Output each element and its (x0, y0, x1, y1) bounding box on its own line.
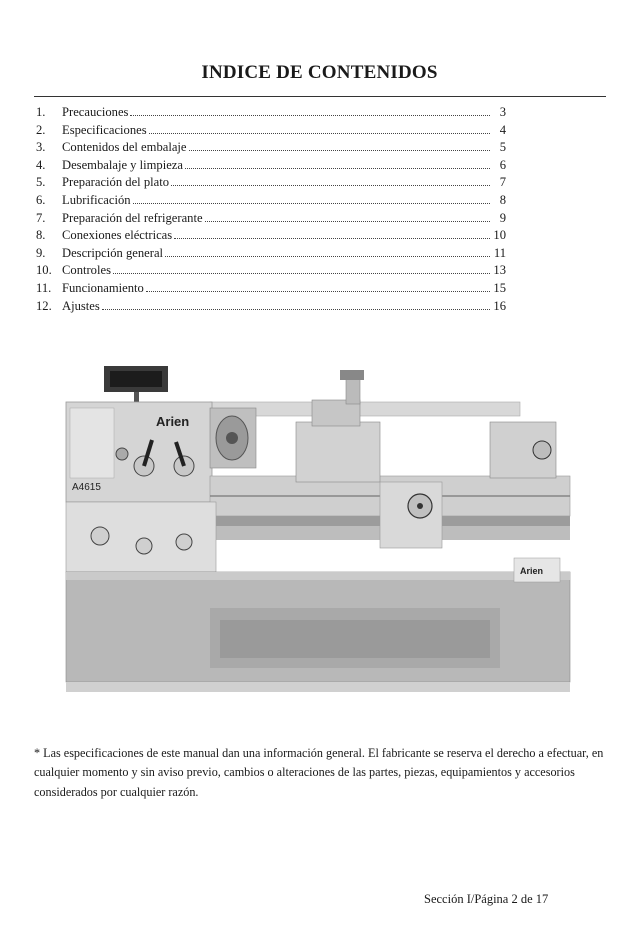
toc-entry (36, 210, 506, 228)
toc-label: Conexiones eléctricas (62, 228, 173, 243)
toc-leader (165, 256, 490, 257)
toc-label: Controles (62, 263, 111, 278)
lathe-photo (60, 346, 580, 702)
toc-entry (36, 157, 506, 175)
toc-leader (146, 291, 490, 292)
brand-logo-base: Arien (520, 566, 544, 576)
toc-number: 1. (36, 105, 46, 119)
title-divider (34, 96, 606, 97)
toc-label: Contenidos del embalaje (62, 140, 187, 155)
toc-number: 5. (36, 175, 46, 190)
toc-number: 11. (36, 280, 52, 295)
table-of-contents (36, 104, 506, 315)
toc-leader (133, 203, 490, 204)
toc-number: 6. (36, 192, 46, 207)
toc-number: 10. (36, 263, 52, 278)
toc-page: 9 (499, 210, 506, 225)
toc-page: 16 (493, 298, 506, 313)
toc-label: Descripción general (62, 245, 164, 260)
toc-entry (36, 227, 506, 245)
toc-leader (149, 133, 490, 134)
page-footer: Sección I/Página 2 de 17 (424, 892, 549, 906)
toc-number: 4. (36, 157, 46, 172)
toc-leader (102, 309, 490, 310)
toc-label: Lubrificación (62, 192, 131, 207)
toc-label: Precauciones (62, 105, 129, 119)
toc-entry (36, 280, 506, 298)
toc-page: 8 (499, 192, 506, 207)
toc-page: 3 (499, 105, 506, 119)
toc-number: 12. (36, 298, 52, 313)
toc-label: Funcionamiento (62, 280, 144, 295)
model-label: A4615 (72, 482, 101, 493)
toc-leader (174, 238, 490, 239)
toc-label: Preparación del refrigerante (62, 210, 203, 225)
toc-label: Especificaciones (62, 122, 147, 137)
toc-page: 11 (493, 245, 506, 260)
toc-number: 7. (36, 210, 46, 225)
toc-number: 3. (36, 140, 46, 155)
toc-leader (189, 150, 490, 151)
toc-leader (205, 221, 490, 222)
disclaimer-note: * Las especificaciones de este manual dan una información general. El fabricante se reserva el derecho a efectuar, en cualquier momento y sin aviso previo, cambios o alteraciones de las partes, piezas, equipamientos y accesorios considerados por cualquier razón. (34, 746, 604, 799)
toc-entry (36, 298, 506, 316)
page-title: INDICE DE CONTENIDOS (201, 62, 438, 83)
toc-number: 2. (36, 122, 46, 137)
toc-page: 7 (499, 175, 506, 190)
toc-entry (36, 262, 506, 280)
toc-leader (171, 185, 490, 186)
toc-label: Ajustes (62, 298, 100, 313)
toc-entry (36, 139, 506, 157)
toc-leader (113, 273, 490, 274)
toc-page: 13 (493, 263, 506, 278)
toc-number: 8. (36, 228, 46, 243)
toc-page: 4 (499, 122, 506, 137)
toc-entry (36, 192, 506, 210)
toc-page: 15 (493, 280, 506, 295)
toc-page: 6 (499, 157, 506, 172)
toc-number: 9. (36, 245, 46, 260)
toc-leader (130, 115, 490, 116)
toc-page: 10 (493, 228, 506, 243)
toc-entry (36, 245, 506, 263)
toc-entry (36, 122, 506, 140)
brand-logo-headstock: Arien (156, 414, 190, 429)
toc-label: Preparación del plato (62, 175, 170, 190)
toc-label: Desembalaje y limpieza (62, 157, 183, 172)
toc-entry (36, 174, 506, 192)
toc-page: 5 (499, 140, 506, 155)
toc-entry (36, 104, 506, 122)
toc-leader (185, 168, 490, 169)
